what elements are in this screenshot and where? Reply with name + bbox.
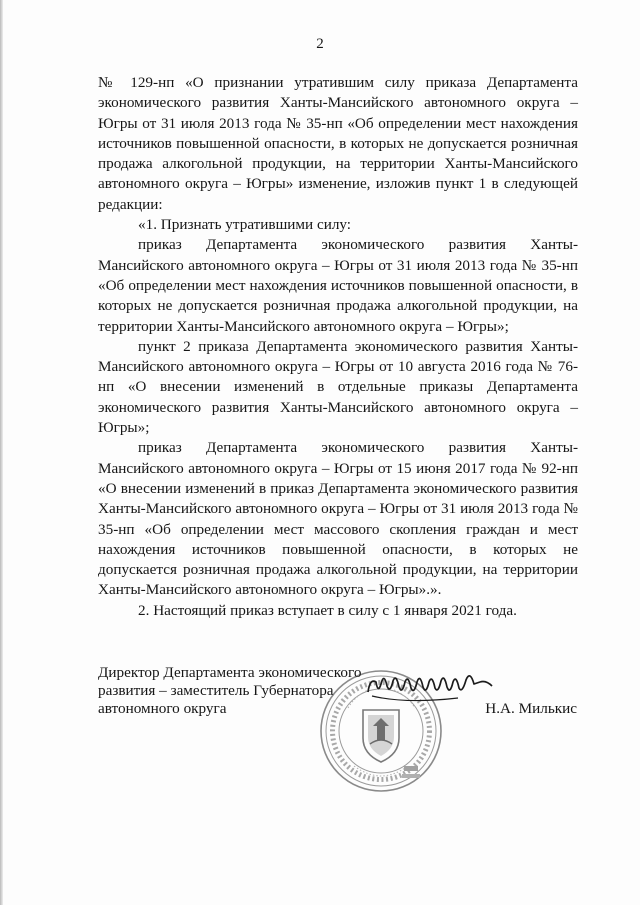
order-body-text bbox=[98, 73, 578, 621]
signatory-position-line-1: Директор Департамента экономического bbox=[98, 664, 362, 681]
paragraph-repealed-order-2017: приказ Департамента экономического развития Ханты-Мансийского автономного округа – Югры от 15 июня 2017 года № 92-нп «О внесении изменений в приказ Департамента экономического развития Ханты-Мансийского автономного округа – Югры от 31 июля 2013 года № 35-нп «Об определении мест массового скопления граждан и мест нахождения источников повышенной опасности, в которых не допускается розничная продажа алкогольной продукции, на территории Ханты-Мансийского автономного округа – Югры».». bbox=[98, 439, 578, 599]
paragraph-amendment-intro: № 129-нп «О признании утратившим силу приказа Департамента экономического развития Ханты-Мансийского автономного округа – Югры от 31 июля 2013 года № 35-нп «Об определении мест нахождения источников повышенной опасности, в которых не допускается розничная продажа алкогольной продукции, на территории Ханты-Мансийского автономного округа – Югры» изменение, изложив пункт 1 в следующей редакции: bbox=[98, 74, 578, 213]
paragraph-effective-date: 2. Настоящий приказ вступает в силу с 1 января 2021 года. bbox=[138, 601, 517, 619]
page-number: 2 bbox=[316, 36, 324, 52]
signature-block bbox=[98, 664, 578, 718]
signatory-name: Н.А. Милькис bbox=[485, 700, 577, 717]
scan-edge-shadow bbox=[0, 0, 3, 905]
signatory-position-line-3: автономного округа bbox=[98, 700, 227, 717]
signatory-position-line-2: развития – заместитель Губернатора bbox=[98, 682, 334, 699]
paragraph-repealed-order-2013: приказ Департамента экономического развития Ханты-Мансийского автономного округа – Югры от 31 июля 2013 года № 35-нп «Об определении мест нахождения источников повышенной опасности, в которых не допускается розничная продажа алкогольной продукции, на территории Ханты-Мансийского автономного округа – Югры»; bbox=[98, 236, 578, 335]
paragraph-repealed-item-2016: пункт 2 приказа Департамента экономического развития Ханты-Мансийского автономного округа – Югры от 10 августа 2016 года № 76-нп «О внесении изменений в отдельные приказы Департамента экономического развития Ханты-Мансийского автономного округа – Югры»; bbox=[98, 337, 578, 437]
paragraph-item-1-heading: «1. Признать утратившими силу: bbox=[138, 216, 352, 234]
